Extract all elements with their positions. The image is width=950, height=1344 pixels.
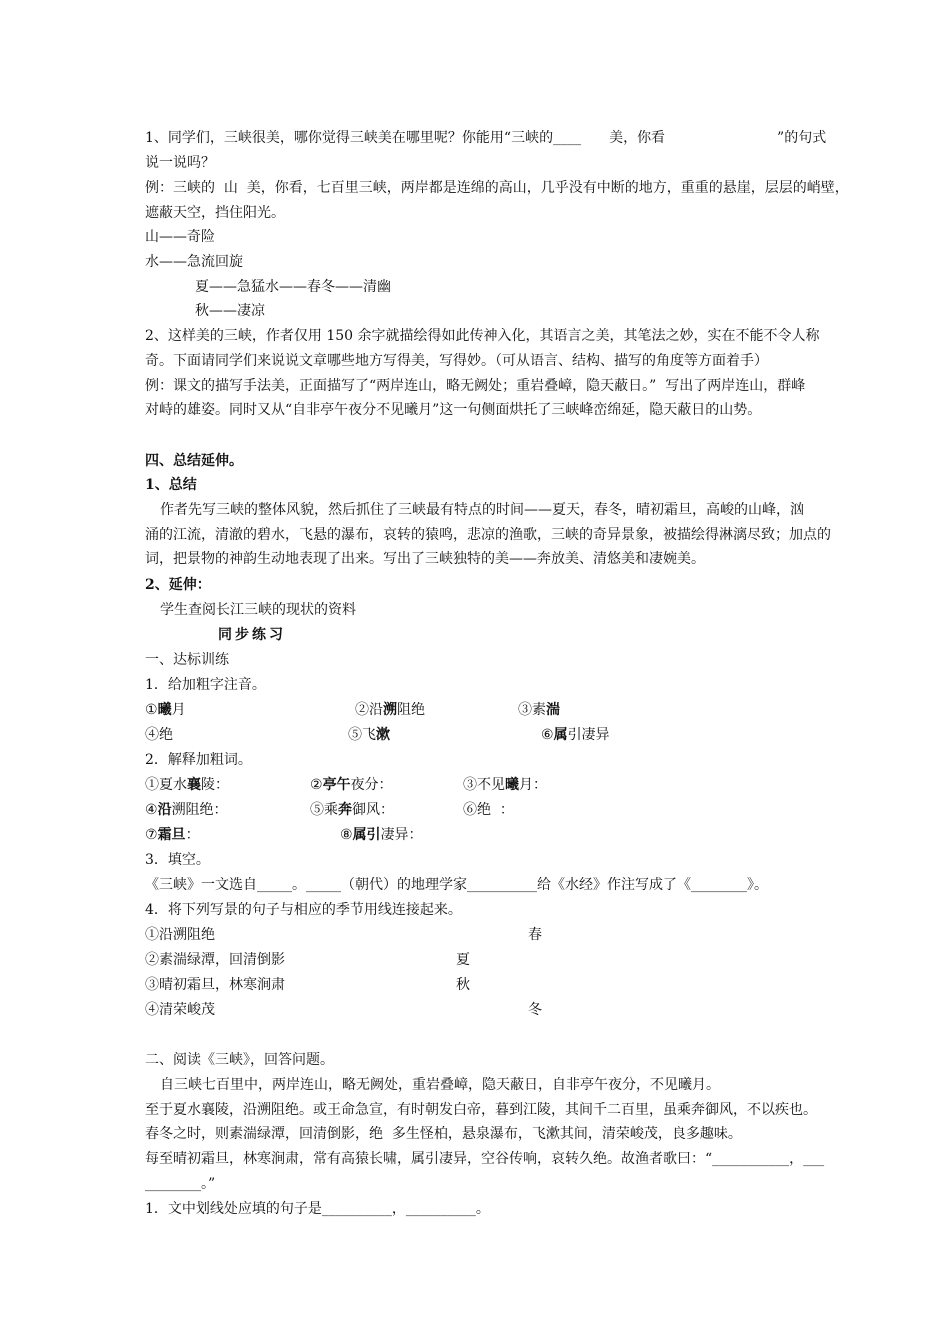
match-right-item: 冬 [528,1002,542,1018]
word-item: ⑦霜旦： [145,827,200,843]
reading-question1: 1．文中划线处应填的句子是__________，__________。 [145,1201,490,1217]
q1-example-line2: 遮蔽天空，挡住阳光。 [145,205,285,221]
reading-line2: 至于夏水襄陵，沿溯阻绝。或王命急宣，有时朝发白帝，暮到江陵，其间千二百里，虽乘奔御风，不以疾也。 [145,1102,817,1118]
match-left-item: ①沿溯阻绝 [145,927,215,943]
practice-q1: 1．给加粗字注音。 [145,677,266,693]
reading-line1: 自三峡七百里中，两岸连山，略无阙处，重岩叠嶂，隐天蔽日，自非亭午夜分，不见曦月。 [160,1077,720,1093]
word-item: ①夏水襄陵： [145,777,229,793]
match-left-item: ④清荣峻茂 [145,1002,215,1018]
extension-text: 学生查阅长江三峡的现状的资料 [160,602,356,618]
word-item: ⑥绝 ： [463,802,514,818]
pinyin-item: ⑥属引凄异 [541,727,610,743]
section4-heading: 四、总结延伸。 [145,453,243,469]
section4-extension-heading: 2、延伸： [145,577,211,593]
match-right-item: 秋 [456,977,470,993]
q2-line2: 奇。下面请同学们来说说文章哪些地方写得美，写得妙。（可从语言、结构、描写的角度等方面着手） [145,353,768,369]
practice-part1-heading: 一、达标训练 [145,652,229,668]
q1-summary-water: 水——急流回旋 [145,254,243,270]
summary-para-line3: 词，把景物的神韵生动地表现了出来。写出了三峡独特的美——奔放美、清悠美和凄婉美。 [145,551,705,567]
q1-example-line1: 例：三峡的 山 美，你看，七百里三峡，两岸都是连绵的高山，几乎没有中断的地方，重重的悬崖，层层的峭壁， [145,180,849,196]
reading-line5: ________。” [145,1176,216,1192]
word-item: ④沿溯阻绝： [145,802,228,818]
pinyin-item: ③素湍 [518,702,560,718]
q1-summary-autumn: 秋——凄凉 [195,303,265,319]
q1-line2: 说一说吗？ [145,155,215,171]
q1-summary-summer: 夏——急猛水——春冬——清幽 [195,279,391,295]
practice-q4: 4．将下列写景的句子与相应的季节用线连接起来。 [145,902,462,918]
summary-para-line2: 涌的江流，清澈的碧水，飞悬的瀑布，哀转的猿鸣，悲凉的渔歌，三峡的奇异景象，被描绘得淋漓尽致；加点的 [145,527,831,543]
q2-example-line2: 对峙的雄姿。同时又从“自非亭午夜分不见曦月”这一句侧面烘托了三峡峰峦绵延，隐天蔽日的山势。 [145,402,762,418]
pinyin-item: ②沿溯阻绝 [355,702,425,718]
word-item: ⑤乘奔御风： [310,802,394,818]
summary-para-line1: 作者先写三峡的整体风貌，然后抓住了三峡最有特点的时间——夏天，春冬，晴初霜旦，高峻的山峰，汹 [160,502,804,518]
practice-part2-heading: 二、阅读《三峡》，回答问题。 [145,1052,334,1068]
pinyin-item: ④绝 [145,727,173,743]
q1-summary-mountain: 山——奇险 [145,229,215,245]
pinyin-item: ⑤飞漱 [348,727,390,743]
match-right-item: 夏 [456,952,470,968]
q2-line1: 2、这样美的三峡，作者仅用 150 余字就描绘得如此传神入化，其语言之美，其笔法之妙，实在不能不令人称 [145,328,820,344]
practice-q3-text: 《三峡》一文选自_____。_____（朝代）的地理学家__________给《水经》作注写成了《________》。 [145,877,768,893]
practice-q3: 3．填空。 [145,852,210,868]
word-item: ②亭午夜分： [310,777,393,793]
match-left-item: ②素湍绿潭，回清倒影 [145,952,285,968]
practice-title: 同步练习 [218,627,286,643]
q2-example-line1: 例：课文的描写手法美，正面描写了“两岸连山，略无阙处；重岩叠嶂，隐天蔽日。” 写出了两岸连山，群峰 [145,378,806,394]
match-left-item: ③晴初霜旦，林寒涧肃 [145,977,285,993]
q1-line1: 1、同学们，三峡很美，哪你觉得三峡美在哪里呢？你能用“三峡的____ 美，你看 ”的句式 [145,130,827,146]
practice-q2: 2．解释加粗词。 [145,752,252,768]
reading-line3: 春冬之时，则素湍绿潭，回清倒影，绝 多生怪柏，悬泉瀑布，飞漱其间，清荣峻茂，良多趣味。 [145,1126,742,1142]
section4-summary-heading: 1、总结 [145,477,197,493]
match-right-item: 春 [528,927,542,943]
pinyin-item: ①曦月 [145,702,186,718]
reading-line4: 每至晴初霜旦，林寒涧肃，常有高猿长啸，属引凄异，空谷传响，哀转久绝。故渔者歌曰：“___________，___ [145,1151,825,1167]
word-item: ③不见曦月： [463,777,547,793]
word-item: ⑧属引凄异： [340,827,423,843]
